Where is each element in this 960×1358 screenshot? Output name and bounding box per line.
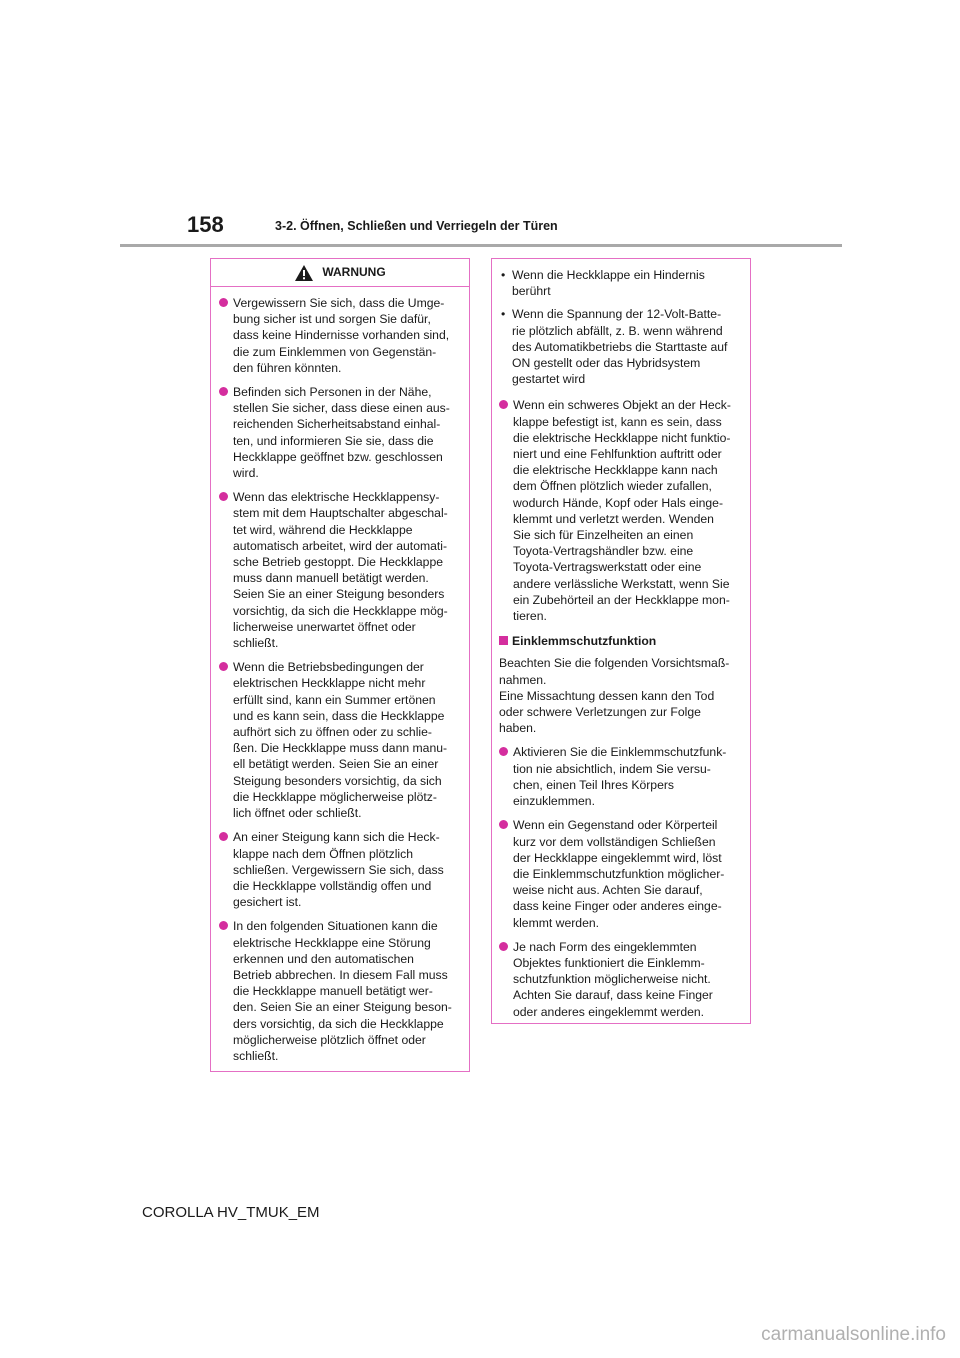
warning-item: [499, 939, 740, 1020]
sub-heading-text: Einklemmschutzfunktion: [512, 634, 657, 649]
watermark: carmanualsonline.info: [761, 1324, 946, 1345]
warning-item-text: An einer Steigung kann sich die Heck- klappe nach dem Öffnen plötzlich schließen. Vergewissern Sie sich, dass die Heckklappe vollständig offen und gesichert ist.: [233, 830, 444, 910]
bullet-dot-icon: [219, 832, 228, 841]
warning-item: [219, 659, 457, 821]
warning-item-text: Vergewissern Sie sich, dass die Umge- bung sicher ist und sorgen Sie dafür, dass keine Hindernisse vorhanden sind, die zum Einklemmen von Gegenstän- den führen könnten.: [233, 296, 450, 375]
page-number: 158: [187, 212, 224, 237]
bullet-dot-icon: [219, 662, 228, 671]
dash-item-text: Wenn die Heckklappe ein Hindernis berührt: [512, 268, 705, 299]
bullet-dot-icon: [499, 747, 508, 756]
dash-item: [499, 267, 740, 299]
sub-heading: [499, 633, 740, 649]
warning-item: [219, 918, 457, 1064]
bullet-dot-icon: [219, 492, 228, 501]
warning-item-text: Je nach Form des eingeklemmten Objektes funktioniert die Einklemm- schutzfunktion möglicherweise nicht. Achten Sie darauf, dass keine Finger oder anderes eingeklemmt werden.: [513, 939, 713, 1019]
bullet-dot-icon: [219, 387, 228, 396]
warning-item: [219, 489, 457, 651]
warning-header: [211, 259, 469, 287]
header-rule: [120, 244, 842, 247]
precaution-paragraph: Beachten Sie die folgenden Vorsichtsmaß- nahmen. Eine Missachtung dessen kann den Tod oder schwere Verletzungen zur Folge haben.: [499, 656, 730, 736]
dash-item-text: Wenn die Spannung der 12-Volt-Batte- rie plötzlich abfällt, z. B. wenn während des Automatikbetriebs die Starttaste auf ON gestellt oder das Hybridsystem gestartet wird: [512, 307, 728, 387]
bullet-dot-icon: [499, 820, 508, 829]
warning-box-continued: [491, 258, 751, 1024]
warning-item: [499, 817, 740, 930]
warning-list: [219, 295, 457, 1064]
warning-item-text: Wenn ein Gegenstand oder Körperteil kurz vor dem vollständigen Schließen der Heckklappe eingeklemmt wird, löst die Einklemmschutzfunktion möglicher- weise nicht aus. Achten Sie darauf, dass keine Finger oder anderes einge- klemmt werden.: [513, 818, 725, 930]
warning-box: [210, 258, 470, 1072]
warning-triangle-icon: [294, 264, 314, 282]
dash-item: [499, 306, 740, 387]
footer-model: COROLLA HV_TMUK_EM: [142, 1204, 320, 1221]
bullet-dot-icon: [499, 942, 508, 951]
warning-item: [219, 384, 457, 481]
bullet-dot-icon: [219, 921, 228, 930]
bullet-dot-icon: [499, 400, 508, 409]
warning-item-text: Wenn das elektrische Heckklappensy- stem mit dem Hauptschalter abgeschal- tet wird, während die Heckklappe automatisch arbeitet, wird der automati- sche Betrieb gestoppt. Die Heckklappe muss dann manuell betätigt werden. Seien Sie an einer Steigung besonders vorsichtig, da sich die Heckklappe mög- licherweise unerwartet öffnet oder schließt.: [233, 490, 448, 651]
warning-item-text: Befinden sich Personen in der Nähe, stellen Sie sicher, dass diese einen aus- reichenden Sicherheitsabstand einhal- ten, und informieren Sie sie, dass die Heckklappe geöffnet bzw. geschlossen wird.: [233, 385, 450, 481]
warning-item-text: Wenn ein schweres Objekt an der Heck- klappe befestigt ist, kann es sein, dass die elektrische Heckklappe nicht funktio- niert und eine Fehlfunktion auftritt oder die elektrische Heckklappe kann nach dem Öffnen plötzlich wieder zufallen, wodurch Hände, Kopf oder Hals einge- klemmt und verletzt werden. Wenden Sie sich für Einzelheiten an einen Toyota-Vertragshändler bzw. eine Toyota-Vertragswerkstatt oder eine andere verlässliche Werkstatt, wenn Sie ein Zubehörteil an der Heckklappe mon- tieren.: [513, 398, 731, 624]
warning-item-text: Aktivieren Sie die Einklemmschutzfunk- tion nie absichtlich, indem Sie versu- chen, einen Teil Ihres Körpers einzuklemmen.: [513, 745, 727, 809]
warning-item-text: In den folgenden Situationen kann die elektrische Heckklappe eine Störung erkennen und den automatischen Betrieb abbrechen. In diesem Fall muss die Heckklappe manuell betätigt wer- den. Seien Sie an einer Steigung beson- ders vorsichtig, da sich die Heckklappe möglicherweise plötzlich öffnet oder schließt.: [233, 919, 452, 1063]
warning-item: [219, 295, 457, 376]
warning-item: [499, 397, 740, 624]
warning-item-text: Wenn die Betriebsbedingungen der elektrischen Heckklappe nicht mehr erfüllt sind, kann ein Summer ertönen und es kann sein, dass die Heckklappe aufhört sich zu öffnen oder zu schlie- ßen. Die Heckklappe muss dann manu- ell betätigt werden. Seien Sie an einer Steigung besonders vorsichtig, da sich die Heckklappe möglicherweise plötz- lich öffnet oder schließt.: [233, 660, 448, 821]
dash-bullet: •: [501, 268, 506, 282]
dash-bullet: •: [501, 307, 506, 322]
warning-title: WARNUNG: [322, 265, 386, 280]
section-title: 3-2. Öffnen, Schließen und Verriegeln der Türen: [275, 219, 558, 233]
warning-item: [499, 744, 740, 809]
square-bullet-icon: [499, 636, 508, 645]
warning-item: [219, 829, 457, 910]
bullet-dot-icon: [219, 298, 228, 307]
